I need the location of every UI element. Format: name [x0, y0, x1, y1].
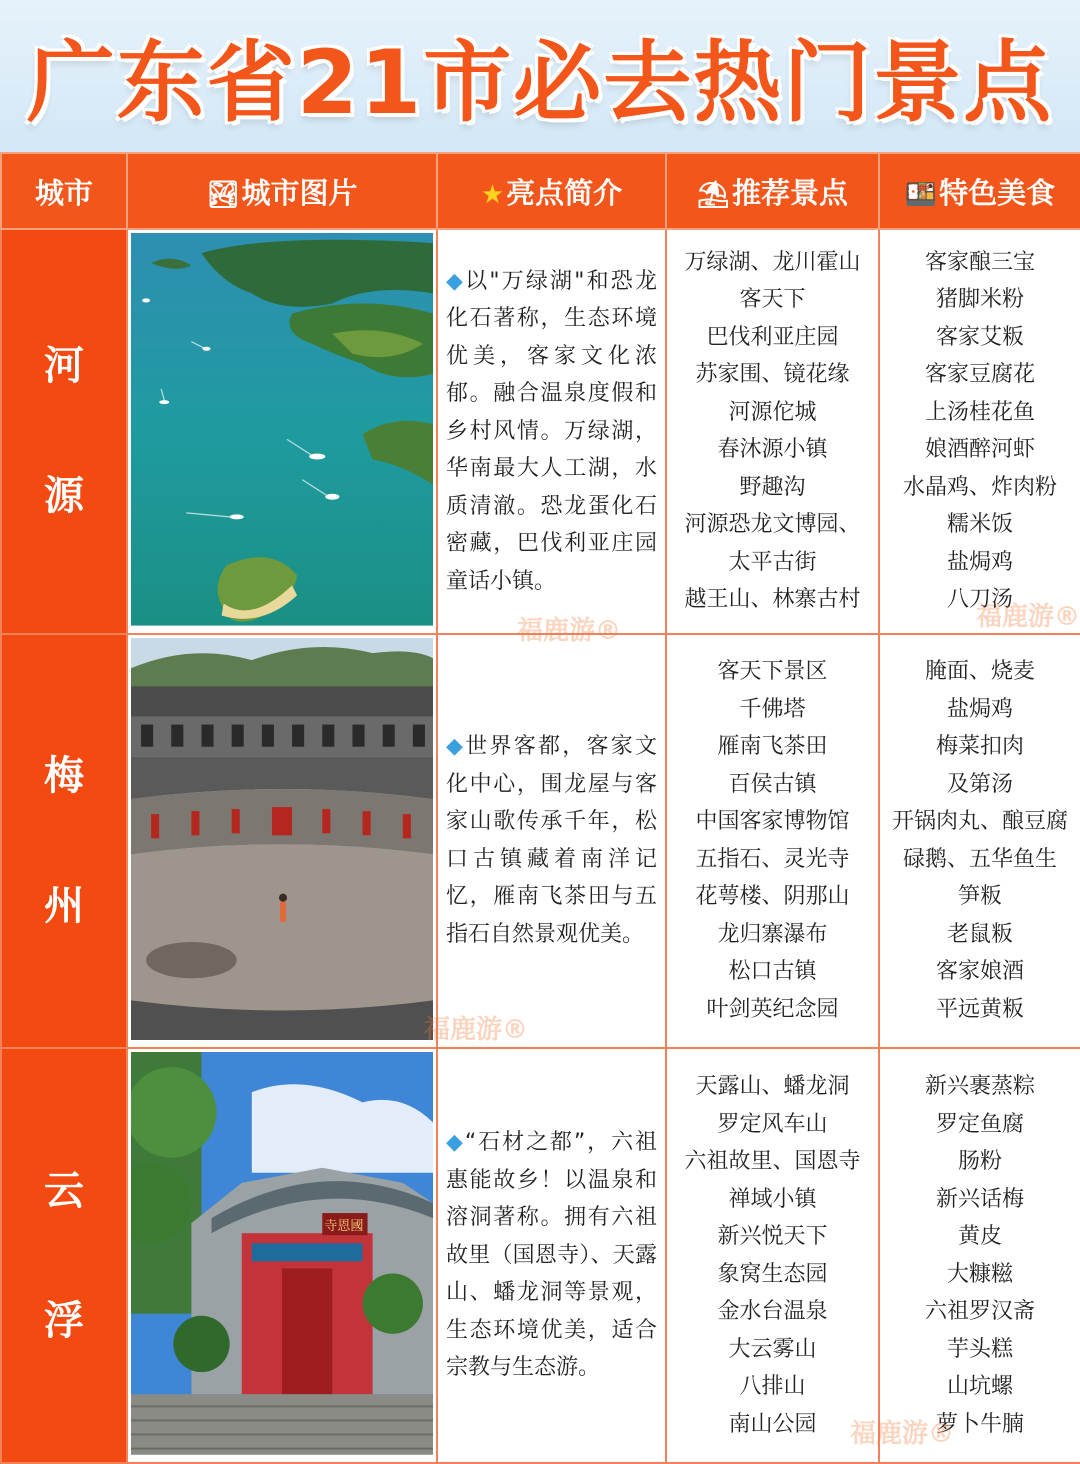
- list-item: 野趣沟: [739, 474, 806, 500]
- list-item: 六祖罗汉斋: [924, 1299, 1035, 1325]
- roundhouse-photo: [131, 638, 433, 1045]
- city-photo-cell: [127, 634, 437, 1049]
- list-item: 新兴裹蒸粽: [924, 1074, 1035, 1100]
- list-item: 巴伐利亚庄园: [706, 324, 839, 350]
- spots-cell: [666, 634, 879, 1049]
- list-item: 客天下: [739, 287, 806, 313]
- list-item: 客家酿三宝: [924, 249, 1035, 275]
- list-item: 黄皮: [957, 1224, 1002, 1250]
- page-title: 广东省21市必去热门景点: [26, 31, 1054, 134]
- list-item: 南山公园: [728, 1411, 817, 1437]
- list-item: 糯米饭: [946, 512, 1013, 538]
- table-row: [1, 634, 1080, 1049]
- list-item: 禅域小镇: [728, 1186, 817, 1212]
- list-item: 春沐源小镇: [717, 437, 828, 463]
- list-item: 客家艾粄: [935, 324, 1024, 350]
- list-item: 猪脚米粉: [935, 287, 1024, 313]
- list-item: 及第汤: [946, 771, 1013, 797]
- temple-photo: [131, 1052, 433, 1459]
- header-city: 城市: [1, 153, 127, 229]
- list-item: 客家娘酒: [935, 959, 1024, 985]
- list-item: 千佛塔: [739, 696, 806, 722]
- highlight-cell: ◆世界客都，客家文化中心，围龙屋与客家山歌传承千年，松口古镇藏着南洋记忆，雁南飞茶田与五指石自然景观优美。 福鹿游®: [437, 634, 666, 1049]
- city-name-cell: 梅 州: [1, 634, 127, 1049]
- list-item: 五指石、灵光寺: [695, 846, 850, 872]
- gem-icon: ◆: [446, 734, 466, 760]
- list-item: 河源佗城: [728, 399, 817, 425]
- beach-umbrella-icon: ⛱: [696, 179, 730, 210]
- landscape-photo-icon: 🏞: [206, 179, 240, 210]
- list-item: 河源恐龙文博园、: [684, 512, 861, 538]
- temple-illustration: [131, 1052, 433, 1455]
- list-item: 客家豆腐花: [924, 362, 1035, 388]
- list-item: 腌面、烧麦: [924, 659, 1035, 685]
- list-item: 苏家围、镜花缘: [695, 362, 850, 388]
- list-item: 天露山、蟠龙洞: [695, 1074, 850, 1100]
- list-item: 罗定鱼腐: [935, 1111, 1024, 1137]
- list-item: 娘酒醉河虾: [924, 437, 1035, 463]
- list-item: 象窝生态园: [717, 1261, 828, 1287]
- watermark: 福鹿游®: [517, 616, 622, 647]
- list-item: 大糠糍: [946, 1261, 1013, 1287]
- list-item: 龙归寨瀑布: [717, 921, 828, 947]
- list-item: 六祖故里、国恩寺: [684, 1149, 861, 1175]
- list-item: 八刀汤: [946, 587, 1013, 613]
- spots-cell: [666, 1048, 879, 1463]
- table-row: [1, 229, 1080, 634]
- list-item: 叶剑英纪念园: [706, 996, 839, 1022]
- attractions-table: [0, 152, 1080, 1464]
- table-header-row: [1, 153, 1080, 229]
- list-item: 老鼠粄: [946, 921, 1013, 947]
- header-highlight: ★亮点简介: [437, 153, 666, 229]
- list-item: 万绿湖、龙川霍山: [684, 249, 861, 275]
- watermark: 福鹿游®: [424, 1014, 529, 1045]
- lake-illustration: [131, 233, 433, 626]
- list-item: 新兴话梅: [935, 1186, 1024, 1212]
- list-item: 平远黄粄: [935, 996, 1024, 1022]
- gem-icon: ◆: [446, 268, 466, 294]
- list-item: 盐焗鸡: [946, 696, 1013, 722]
- list-item: 越王山、林寨古村: [684, 587, 861, 613]
- food-cell: [879, 634, 1080, 1049]
- watermark: 福鹿游®: [850, 1419, 955, 1450]
- bento-box-icon: 🍱: [904, 179, 938, 210]
- list-item: 开锅肉丸、酿豆腐: [891, 809, 1068, 835]
- list-item: 大云雾山: [728, 1336, 817, 1362]
- city-name-cell: 云 浮: [1, 1048, 127, 1463]
- list-item: 太平古街: [728, 549, 817, 575]
- city-photo-cell: [127, 229, 437, 634]
- city-name-cell: 河 源: [1, 229, 127, 634]
- list-item: 肠粉: [957, 1149, 1002, 1175]
- highlight-cell: ◆“石材之都”，六祖惠能故乡！以温泉和溶洞著称。拥有六祖故里（国恩寺）、天露山、蟠龙洞等景观，生态环境优美，适合宗教与生态游。: [437, 1048, 666, 1463]
- food-cell: [850, 1048, 1080, 1463]
- list-item: 新兴悦天下: [717, 1224, 828, 1250]
- food-cell: [879, 229, 1080, 634]
- list-item: 金水台温泉: [717, 1299, 828, 1325]
- header-food: 🍱特色美食: [879, 153, 1080, 229]
- table-row: [1, 1048, 1080, 1463]
- list-item: 客天下景区: [717, 659, 828, 685]
- temple-sign: 寺恩國: [324, 1219, 364, 1235]
- header-spots: ⛱推荐景点: [666, 153, 879, 229]
- list-item: 芋头糕: [946, 1336, 1013, 1362]
- list-item: 松口古镇: [728, 959, 817, 985]
- lake-photo: [131, 233, 433, 630]
- list-item: 花萼楼、阴那山: [695, 884, 850, 910]
- watermark: 福鹿游®: [975, 602, 1080, 633]
- list-item: 山坑螺: [946, 1374, 1013, 1400]
- list-item: 梅菜扣肉: [935, 734, 1024, 760]
- list-item: 八排山: [739, 1374, 806, 1400]
- list-item: 百侯古镇: [728, 771, 817, 797]
- list-item: 雁南飞茶田: [717, 734, 828, 760]
- list-item: 水晶鸡、炸肉粉: [902, 474, 1057, 500]
- roundhouse-illustration: [131, 638, 433, 1041]
- title-banner: [0, 0, 1080, 152]
- city-photo-cell: [127, 1048, 437, 1463]
- star-icon: ★: [480, 179, 505, 210]
- list-item: 中国客家博物馆: [695, 809, 850, 835]
- highlight-cell: ◆以"万绿湖"和恐龙化石著称，生态环境优美，客家文化浓郁。融合温泉度假和乡村风情。万绿湖，华南最大人工湖，水质清澈。恐龙蛋化石密藏，巴伐利亚庄园童话小镇。: [437, 229, 666, 634]
- header-photo: 🏞城市图片: [127, 153, 437, 229]
- list-item: 笋粄: [957, 884, 1002, 910]
- list-item: 盐焗鸡: [946, 549, 1013, 575]
- list-item: 萝卜牛腩: [935, 1411, 1024, 1437]
- gem-icon: ◆: [446, 1130, 465, 1156]
- list-item: 碌鹅、五华鱼生: [902, 846, 1057, 872]
- list-item: 罗定风车山: [717, 1111, 828, 1137]
- list-item: 上汤桂花鱼: [924, 399, 1035, 425]
